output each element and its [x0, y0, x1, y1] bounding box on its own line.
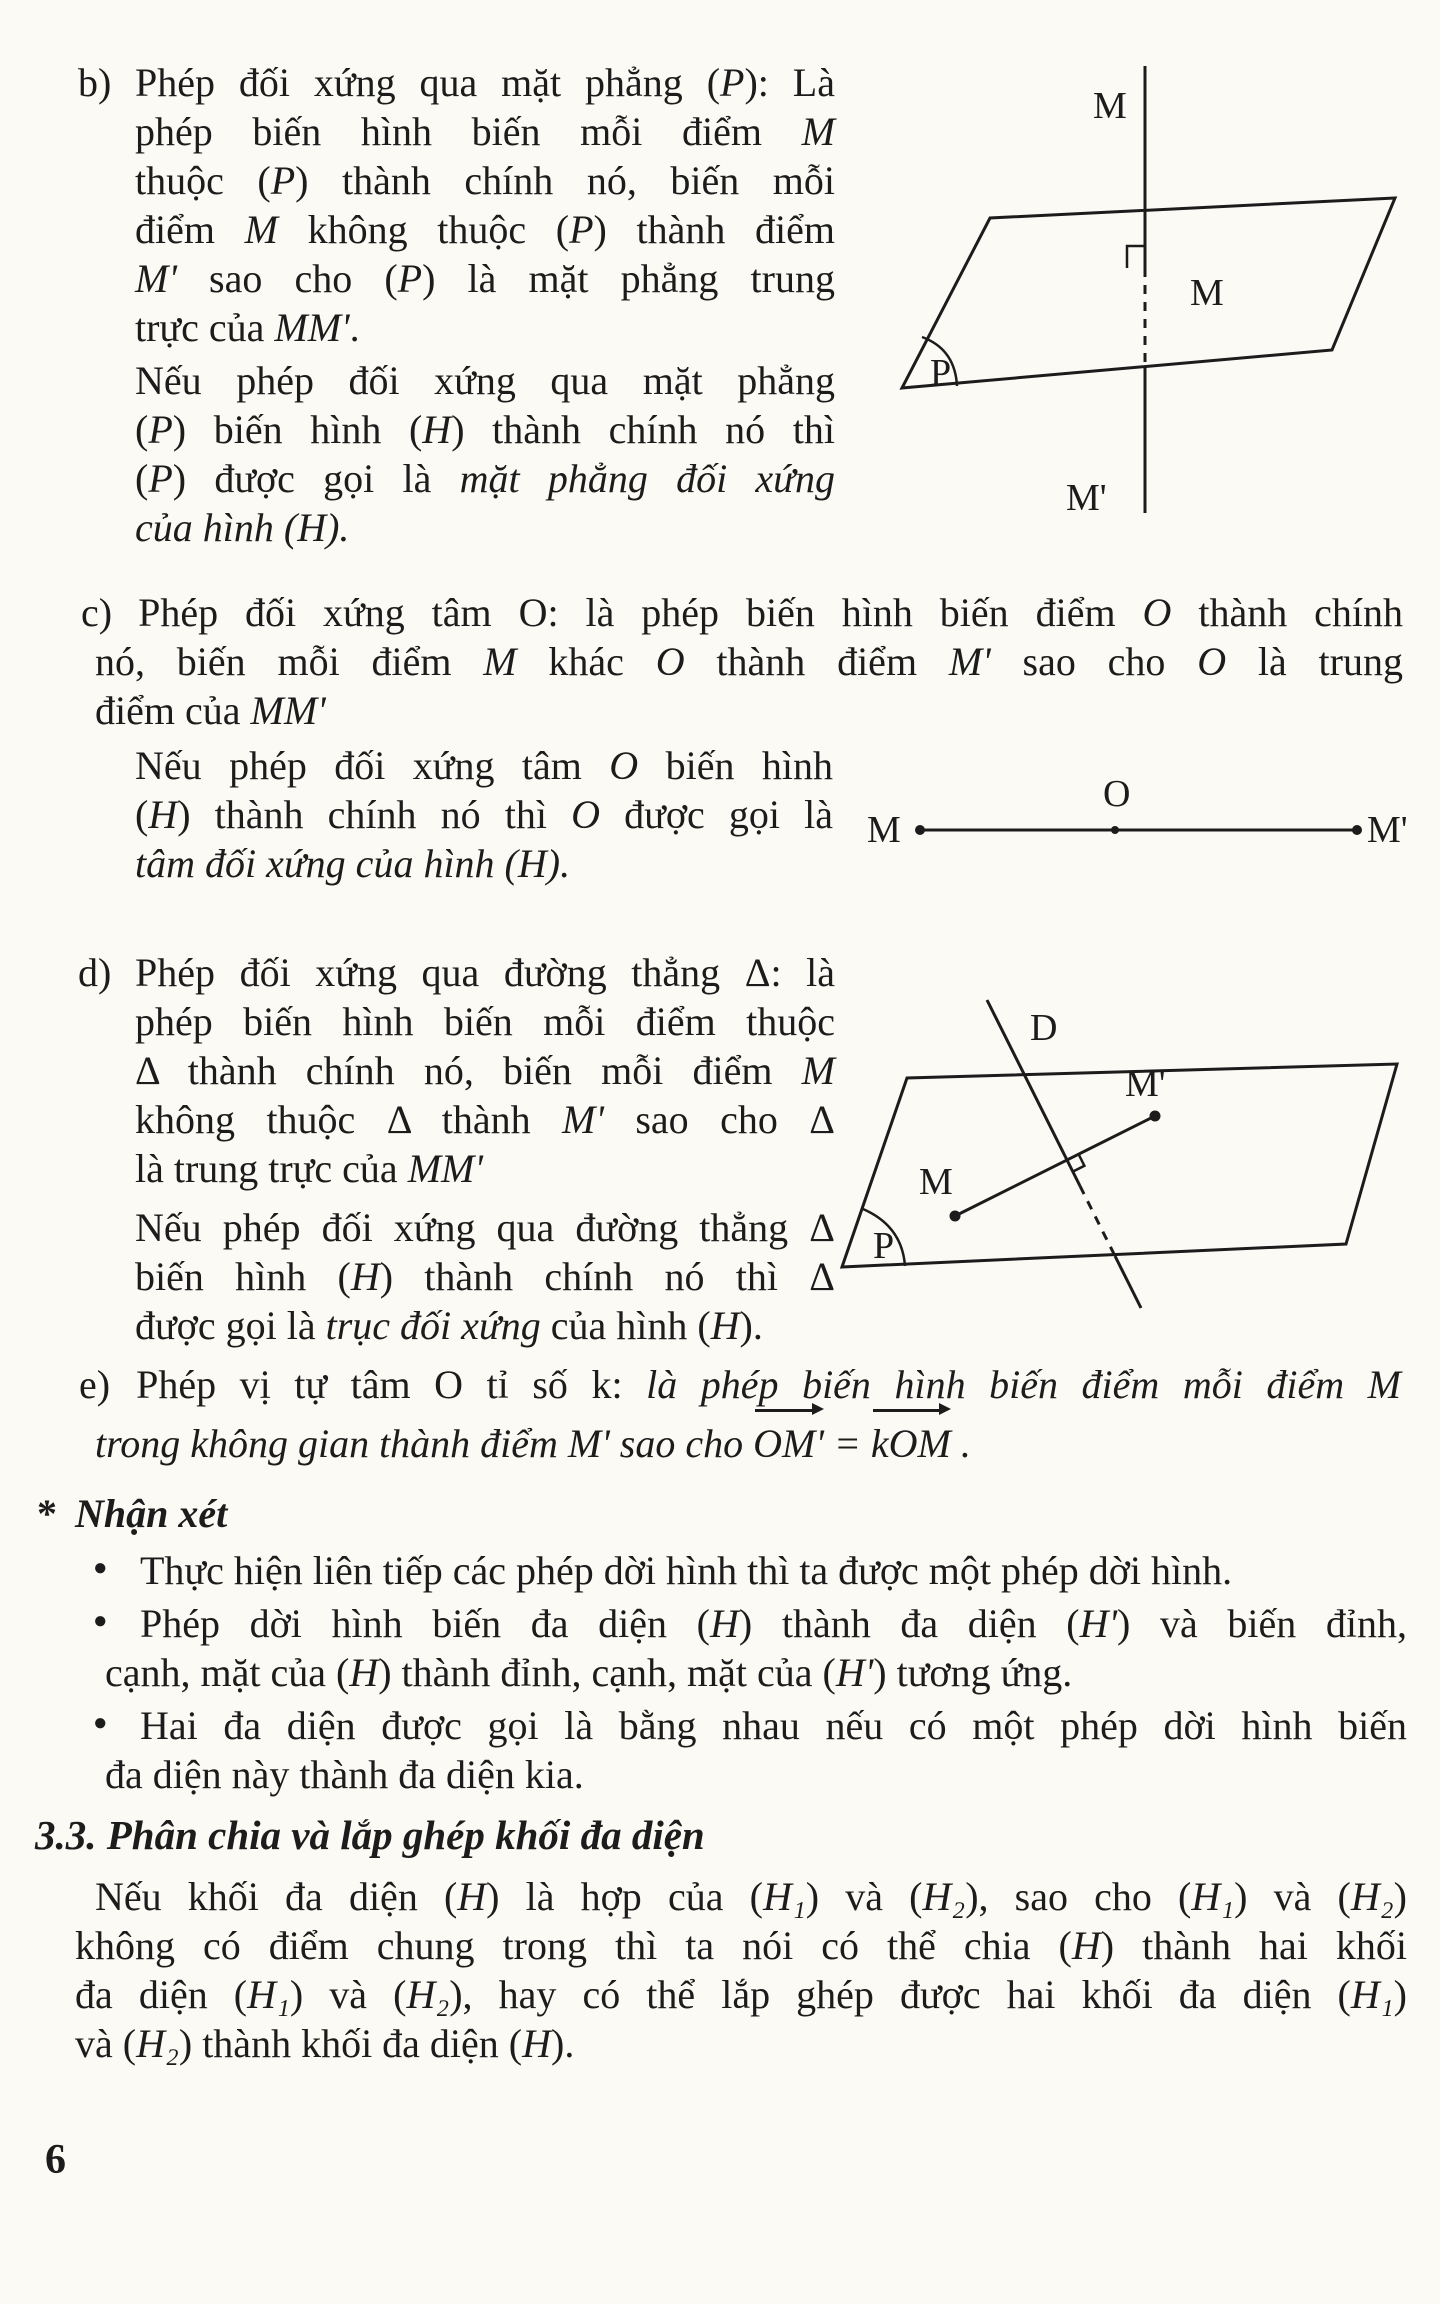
label-m-foot: M — [1190, 272, 1224, 314]
text-line — [135, 205, 835, 254]
text-segment: là trung trực của — [135, 1146, 408, 1191]
text-segment: ) thành khối đa diện ( — [178, 2021, 523, 2066]
text-segment: c) — [81, 590, 113, 635]
text-segment: MM' — [274, 305, 350, 350]
text-segment: P — [569, 207, 594, 252]
text-segment: đa diện này thành đa diện kia. — [105, 1752, 584, 1797]
text-segment: Nếu phép đối xứng tâm — [135, 743, 610, 788]
section-e-paragraph-1 — [79, 1358, 1401, 1476]
axis-reflection-diagram — [835, 990, 1415, 1370]
text-segment: P — [148, 456, 173, 501]
text-line — [135, 1301, 835, 1350]
text-segment: M' — [948, 639, 991, 684]
text-segment: H — [349, 1650, 379, 1695]
text-segment: H — [1071, 1923, 1101, 1968]
text-segment: ) thành chính nó thì Δ — [379, 1254, 835, 1299]
point-m-prime-dot — [1352, 825, 1362, 835]
text-segment: H' — [835, 1650, 874, 1695]
text-segment: ), sao cho ( — [965, 1874, 1192, 1919]
text-segment: H — [148, 792, 178, 837]
point-m-prime-dot — [1150, 1111, 1161, 1122]
text-segment: M' — [135, 256, 177, 301]
text-segment: được gọi là — [600, 792, 833, 837]
asterisk-marker: * — [37, 1491, 57, 1536]
text-line — [105, 1701, 1407, 1750]
text-line — [135, 356, 835, 405]
section-d-label: d) — [78, 950, 112, 995]
text-line — [75, 1921, 1407, 1970]
text-segment: ) thành chính nó thì — [177, 792, 572, 837]
remark-bullet-1 — [75, 1546, 1407, 1595]
text-segment: cạnh, mặt của ( — [105, 1650, 350, 1695]
text-segment: ) — [1393, 1874, 1407, 1919]
text-segment: ). — [551, 2021, 575, 2066]
text-line — [81, 588, 1403, 637]
text-line — [79, 1412, 1401, 1476]
text-line — [75, 2019, 1407, 2068]
text-segment: thành điểm — [684, 639, 949, 684]
text-segment: H — [457, 1874, 487, 1919]
text-line — [135, 1046, 835, 1095]
text-segment: ) thành chính nó, biến mỗi — [295, 158, 836, 203]
text-line — [135, 997, 835, 1046]
text-segment: ) và ( — [1234, 1874, 1351, 1919]
text-segment: phép biến hình biến mỗi điểm thuộc — [135, 999, 835, 1044]
text-segment: P — [720, 60, 745, 105]
point-o-dot — [1111, 826, 1119, 834]
text-segment: M — [801, 109, 835, 154]
text-segment: ) là mặt phẳng trung — [422, 256, 835, 301]
text-segment: O — [1142, 590, 1172, 635]
text-line — [105, 1599, 1407, 1648]
text-segment: ) thành đa diện ( — [738, 1601, 1080, 1646]
text-segment: Nếu phép đối xứng qua mặt phẳng — [135, 358, 835, 403]
remark-bullet-3-text — [105, 1701, 1407, 1799]
text-line — [135, 58, 835, 107]
point-m-dot — [915, 825, 925, 835]
text-segment: P — [148, 407, 173, 452]
text-segment: H' — [1079, 1601, 1118, 1646]
axis-line-hidden — [1080, 1186, 1115, 1256]
text-segment: Thực hiện liên tiếp các phép dời hình thì ta được một phép dời hình. — [140, 1548, 1233, 1593]
text-line — [135, 741, 833, 790]
remark-bullet-2 — [75, 1599, 1407, 1697]
text-line — [135, 303, 835, 352]
remark-bullet-1-text — [105, 1546, 1407, 1595]
text-segment: O — [609, 743, 639, 788]
section-3-3-paragraph — [75, 1872, 1407, 2068]
text-segment: đa diện ( — [75, 1972, 248, 2017]
remark-bullet-2-text — [105, 1599, 1407, 1697]
text-segment: O — [1197, 639, 1227, 684]
section-b — [78, 58, 835, 552]
text-segment: sao cho — [990, 639, 1198, 684]
text-segment: tâm đối xứng của hình (H). — [135, 841, 571, 886]
text-segment: H — [710, 1601, 739, 1646]
text-line — [105, 1750, 1407, 1799]
text-segment: biến hình — [638, 743, 833, 788]
label-m: M — [919, 1161, 953, 1203]
text-segment: của hình (H). — [135, 505, 350, 550]
section-c-paragraph-1 — [81, 588, 1403, 735]
remarks-title: Nhận xét — [75, 1491, 228, 1536]
text-segment: ( — [135, 792, 149, 837]
text-line — [135, 839, 833, 888]
section-c-paragraph-2 — [135, 741, 833, 888]
text-segment: thành chính — [1171, 590, 1403, 635]
text-segment: Phép đối xứng tâm O: là phép biến hình biến điểm — [138, 590, 1143, 635]
text-segment: H — [522, 2021, 552, 2066]
text-segment: M — [483, 639, 517, 684]
plane-reflection-diagram — [890, 58, 1410, 558]
text-line — [135, 948, 835, 997]
text-segment: ) thành đỉnh, cạnh, mặt của ( — [378, 1650, 836, 1695]
text-segment: M — [801, 1048, 835, 1093]
remarks-block — [37, 1490, 1408, 1803]
label-axis-d: D — [1030, 1007, 1058, 1049]
text-segment: trực của — [135, 305, 275, 350]
text-segment: H₁ — [1191, 1874, 1235, 1919]
text-segment: MM' — [407, 1146, 483, 1191]
plane-shape — [902, 198, 1395, 388]
text-segment: Hai đa diện được gọi là bằng nhau nếu có một phép dời hình biến — [140, 1703, 1407, 1748]
text-line — [135, 503, 835, 552]
right-angle-mark — [1127, 246, 1145, 268]
text-segment: ) thành điểm — [593, 207, 836, 252]
label-m-prime: M' — [1066, 477, 1107, 519]
text-segment: H₁ — [247, 1972, 290, 2017]
point-m-dot — [950, 1211, 961, 1222]
axis-line-lower — [1115, 1256, 1141, 1308]
text-segment: ) thành hai khối — [1100, 1923, 1407, 1968]
text-segment: trong không gian thành điểm M' sao cho — [95, 1421, 754, 1466]
text-segment: M' — [562, 1097, 604, 1142]
text-segment: điểm của — [95, 688, 251, 733]
text-segment: ), hay có thể lắp ghép được hai khối đa diện ( — [449, 1972, 1351, 2017]
text-segment: ) là hợp của ( — [486, 1874, 763, 1919]
text-line — [81, 686, 1403, 735]
segment-mm-prime — [955, 1116, 1155, 1216]
label-m: M — [867, 809, 901, 851]
text-line — [135, 156, 835, 205]
text-segment: Nếu phép đối xứng qua đường thẳng Δ — [135, 1205, 835, 1250]
remarks-title-row — [37, 1490, 1407, 1546]
label-o: O — [1103, 773, 1131, 815]
text-segment: ) và biến đỉnh, — [1117, 1601, 1408, 1646]
text-segment: ) — [1393, 1972, 1407, 2017]
label-m-prime: M' — [1125, 1063, 1166, 1105]
text-segment: H₁ — [762, 1874, 806, 1919]
text-segment: H₂ — [922, 1874, 966, 1919]
text-segment: ) tương ứng. — [873, 1650, 1073, 1695]
text-segment: ) được gọi là — [172, 456, 460, 501]
section-3-3 — [35, 1810, 1407, 2068]
text-segment: Phép đối xứng qua mặt phẳng ( — [135, 60, 721, 105]
label-m-top: M — [1093, 85, 1127, 127]
section-d — [78, 948, 835, 1350]
text-segment: mặt phẳng đối xứng — [459, 456, 836, 501]
text-line — [135, 790, 833, 839]
label-m-prime: M' — [1367, 809, 1408, 851]
section-d-paragraph-2 — [135, 1203, 835, 1350]
text-segment: P — [270, 158, 296, 203]
text-segment: H₁ — [1350, 1972, 1394, 2017]
label-plane-p: P — [930, 352, 952, 394]
label-plane-p: P — [873, 1225, 895, 1267]
text-line — [135, 1252, 835, 1301]
text-segment: e) — [79, 1362, 111, 1407]
text-segment: = — [823, 1421, 871, 1466]
section-d-paragraph-1 — [135, 948, 835, 1193]
text-segment: ). — [739, 1303, 763, 1348]
text-segment: Phép dời hình biến đa diện ( — [140, 1601, 711, 1646]
text-segment: được gọi là — [135, 1303, 326, 1348]
text-segment: H₂ — [136, 2021, 179, 2066]
text-segment: Phép vị tự tâm O tỉ số k: — [136, 1362, 647, 1407]
text-line — [105, 1546, 1407, 1595]
point-symmetry-diagram — [865, 772, 1410, 867]
text-segment: phép biến hình biến mỗi điểm — [135, 109, 802, 154]
text-segment: không thuộc Δ thành — [135, 1097, 563, 1142]
text-line — [135, 1144, 835, 1193]
text-segment: . — [950, 1421, 971, 1466]
text-segment: ) và ( — [289, 1972, 407, 2017]
text-line — [81, 637, 1403, 686]
text-segment: là phép biến hình biến điểm mỗi điểm M — [646, 1362, 1401, 1407]
text-segment: . — [349, 305, 360, 350]
text-segment: biến hình ( — [135, 1254, 351, 1299]
text-segment: H₂ — [1350, 1874, 1394, 1919]
text-line — [135, 454, 835, 503]
section-b-paragraph-1 — [135, 58, 835, 352]
text-line — [135, 1095, 835, 1144]
text-segment: là trung — [1226, 639, 1403, 684]
text-segment: ) và ( — [805, 1874, 923, 1919]
text-segment: M — [244, 207, 278, 252]
text-segment: ( — [135, 407, 149, 452]
text-segment: kOM — [871, 1412, 951, 1476]
page-number: 6 — [45, 2137, 66, 2183]
bullet-icon: ● — [93, 1555, 108, 1581]
bullet-icon: ● — [93, 1608, 108, 1634]
text-segment: của hình ( — [540, 1303, 711, 1348]
text-segment: O — [655, 639, 685, 684]
text-segment: OM' — [753, 1412, 824, 1476]
text-segment: H — [710, 1303, 740, 1348]
text-segment: sao cho ( — [176, 256, 398, 301]
text-line — [79, 1358, 1401, 1412]
text-line — [75, 1872, 1407, 1921]
text-segment: H — [422, 407, 452, 452]
text-segment: Nếu khối đa diện ( — [95, 1874, 458, 1919]
text-segment: H₂ — [406, 1972, 450, 2017]
text-segment: sao cho Δ — [603, 1097, 836, 1142]
text-segment: thuộc ( — [135, 158, 271, 203]
text-line — [105, 1648, 1407, 1697]
text-segment: ) biến hình ( — [172, 407, 423, 452]
text-line — [135, 405, 835, 454]
text-segment: Δ thành chính nó, biến mỗi điểm — [135, 1048, 802, 1093]
text-segment: không thuộc ( — [277, 207, 570, 252]
text-segment: khác — [516, 639, 656, 684]
text-segment: ) thành chính nó thì — [451, 407, 836, 452]
text-segment: và ( — [75, 2021, 137, 2066]
remark-bullet-3 — [75, 1701, 1407, 1799]
bullet-icon: ● — [93, 1710, 108, 1736]
section-b-label: b) — [78, 60, 112, 105]
text-segment: Phép đối xứng qua đường thẳng Δ: là — [135, 950, 835, 995]
section-e — [79, 1358, 1401, 1476]
text-segment: P — [397, 256, 423, 301]
text-segment: ( — [135, 456, 149, 501]
text-segment: nó, biến mỗi điểm — [95, 639, 484, 684]
text-segment: MM' — [250, 688, 326, 733]
text-line — [135, 107, 835, 156]
text-segment: ): Là — [744, 60, 835, 105]
text-segment: trục đối xứng — [325, 1303, 541, 1348]
text-segment: H — [350, 1254, 380, 1299]
section-3-3-heading: 3.3. Phân chia và lắp ghép khối đa diện — [35, 1812, 705, 1858]
section-b-paragraph-2 — [135, 356, 835, 552]
text-segment: điểm — [135, 207, 245, 252]
text-line — [135, 254, 835, 303]
text-line — [75, 1970, 1407, 2019]
text-segment: không có điểm chung trong thì ta nói có thể chia ( — [75, 1923, 1072, 1968]
text-segment: O — [571, 792, 601, 837]
text-line — [135, 1203, 835, 1252]
